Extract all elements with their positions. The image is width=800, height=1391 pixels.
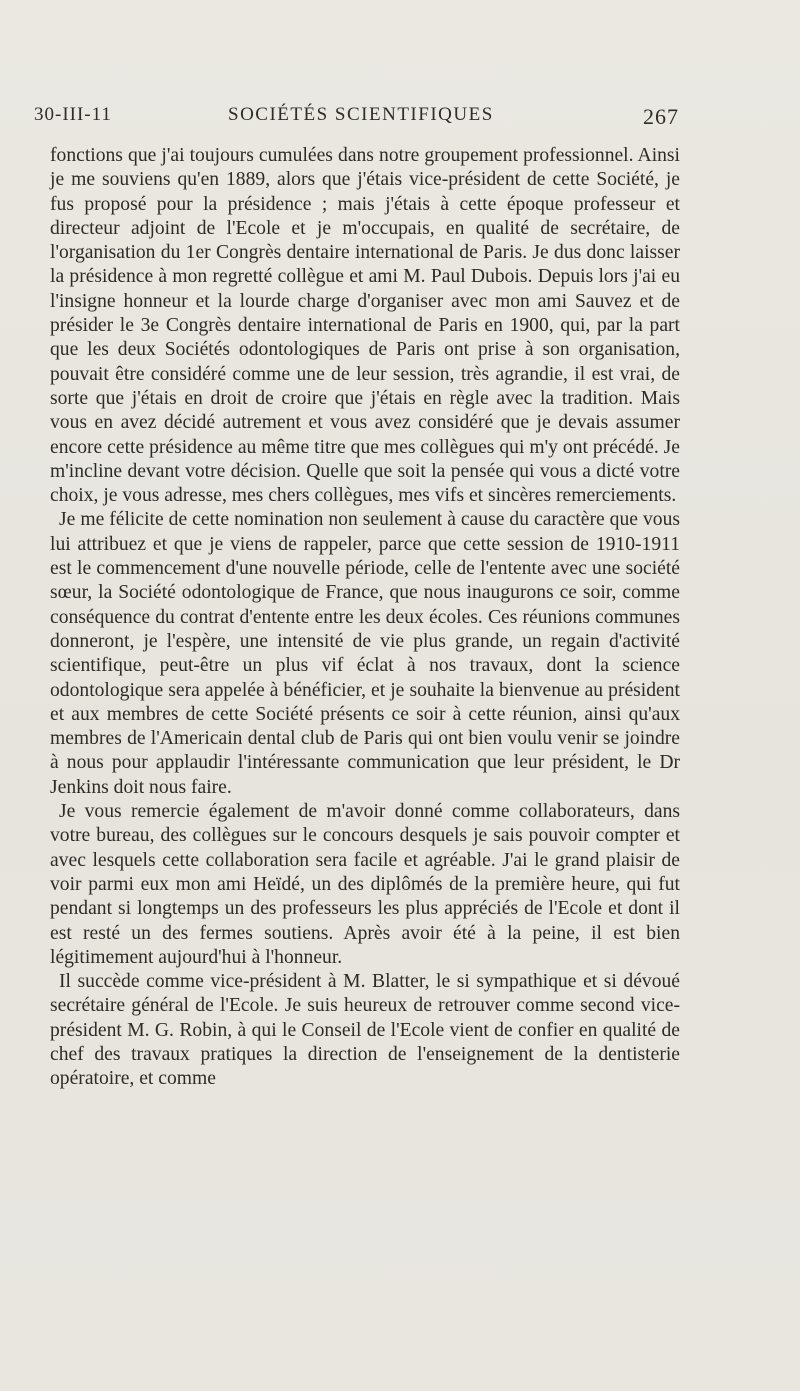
paragraph-1: fonctions que j'ai toujours cumulées dans notre groupement professionnel. Ainsi je me souviens qu'en 1889, alors que j'étais vice-président de cette Société, je fus proposé pour la présidence ; mais j'étais à cette époque professeur et directeur adjoint de l'Ecole et je m'occupais, en qualité de secrétaire, de l'organisation du 1er Congrès dentaire international de Paris. Je dus donc laisser la présidence à mon regretté collègue et ami M. Paul Dubois. Depuis lors j'ai eu l'insigne honneur et la lourde charge d'organiser avec mon ami Sauvez et de présider le 3e Congrès dentaire international de Paris en 1900, qui, par la part que les deux Sociétés odontologiques de Paris ont prise à son organisation, pouvait être considéré comme une de leur session, très agrandie, il est vrai, de sorte que j'étais en droit de croire que j'étais en règle avec la tradition. Mais vous en avez décidé autrement et vous avez considéré que je devais assumer encore cette présidence au même titre que mes collègues qui m'y ont précédé. Je m'incline devant votre décision. Quelle que soit la pensée qui vous a dicté votre choix, je vous adresse, mes chers collègues, mes vifs et sincères remerciements. xyxy=(50,145,680,507)
running-head-left: 30-III-11 xyxy=(34,104,112,125)
body-text xyxy=(50,144,680,1092)
paragraph-2: Je me félicite de cette nomination non seulement à cause du caractère que vous lui attribuez et que je viens de rappeler, parce que cette session de 1910-1911 est le commencement d'une nouvelle période, celle de l'entente avec une société sœur, la Société odontologique de France, que nous inaugurons ce soir, comme conséquence du contrat d'entente entre les deux écoles. Ces réunions communes donneront, je l'espère, une intensité de vie plus grande, un regain d'activité scientifique, peut-être un plus vif éclat à nos travaux, dont la science odontologique sera appelée à bénéficier, et je souhaite la bienvenue au président et aux membres de cette Société présents ce soir à cette réunion, ainsi qu'aux membres de l'Americain dental club de Paris qui ont bien voulu venir se joindre à nous pour applaudir l'intéressante communication que leur président, le Dr Jenkins doit nous faire. xyxy=(50,509,680,798)
paragraph-4: Il succède comme vice-président à M. Blatter, le si sympathique et si dévoué secrétaire général de l'Ecole. Je suis heureux de retrouver comme second vice-président M. G. Robin, à qui le Conseil de l'Ecole vient de confier en qualité de chef des travaux pratiques la direction de l'enseignement de la dentisterie opératoire, et comme xyxy=(50,971,680,1090)
running-head-title: SOCIÉTÉS SCIENTIFIQUES xyxy=(228,104,494,125)
paragraph-3: Je vous remercie également de m'avoir donné comme collaborateurs, dans votre bureau, des collègues sur le concours desquels je sais pouvoir compter et avec lesquels cette collaboration sera facile et agréable. J'ai le grand plaisir de voir parmi eux mon ami Heïdé, un des diplômés de la première heure, qui fut pendant si longtemps un des professeurs les plus appréciés de l'Ecole et dont il est resté un des fermes soutiens. Après avoir été à la peine, il est bien légitimement aujourd'hui à l'honneur. xyxy=(50,801,680,968)
running-head xyxy=(34,104,679,132)
page-number: 267 xyxy=(643,104,679,129)
